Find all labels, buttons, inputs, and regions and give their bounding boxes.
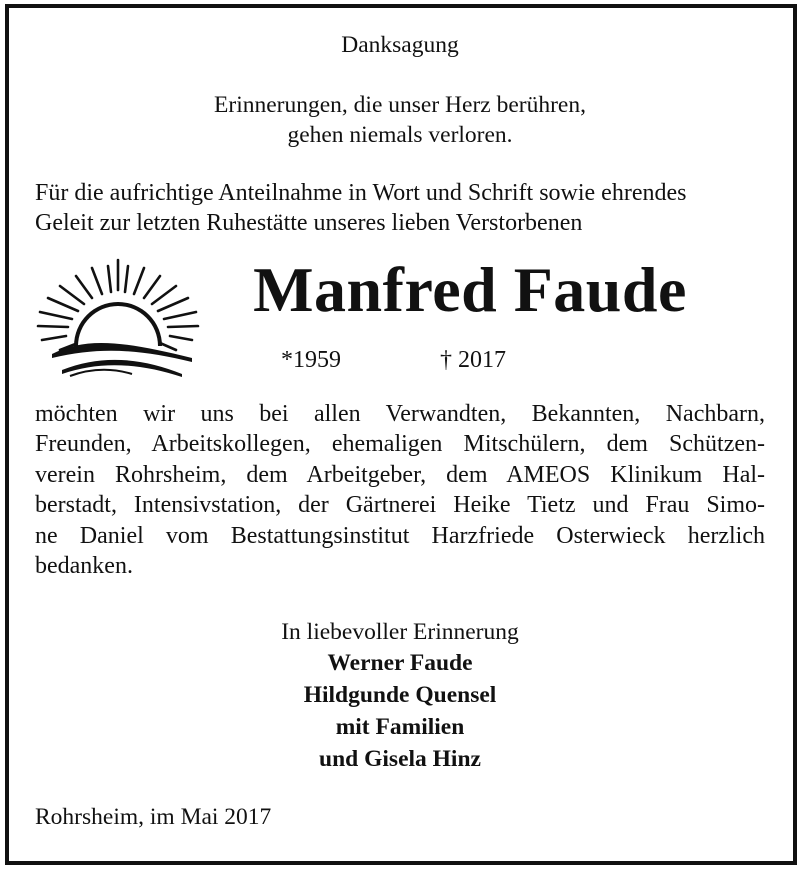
- body-line-1: möchten wir uns bei allen Verwandten, Bekannten, Nachbarn,: [35, 401, 765, 427]
- quote-line-2: gehen niemals verloren.: [287, 122, 513, 148]
- body-line-5: ne Daniel vom Bestattungsinstitut Harzfriede Osterwieck herzlich: [35, 523, 765, 549]
- body-line-3: verein Rohrsheim, dem Arbeitgeber, dem AMEOS Klinikum Hal-: [35, 462, 765, 488]
- intro-line-2: Geleit zur letzten Ruhestätte unseres lieben Verstorbenen: [35, 210, 583, 236]
- mourner-1: Werner Faude: [327, 650, 473, 676]
- mourner-3: mit Familien: [335, 714, 465, 740]
- birth-year: *1959: [281, 347, 341, 373]
- death-year: † 2017: [440, 347, 506, 373]
- place-date: Rohrsheim, im Mai 2017: [35, 804, 272, 830]
- quote-line-1: Erinnerungen, die unser Herz berühren,: [214, 92, 586, 118]
- body-line-4: berstadt, Intensivstation, der Gärtnerei Heike Tietz und Frau Simo-: [35, 492, 765, 518]
- body-line-2: Freunden, Arbeitskollegen, ehemaligen Mitschülern, dem Schützen-: [35, 431, 765, 457]
- notice-heading: Danksagung: [341, 32, 459, 58]
- mourner-4: und Gisela Hinz: [319, 746, 481, 772]
- closing-line: In liebevoller Erinnerung: [281, 619, 519, 645]
- mourner-2: Hildgunde Quensel: [303, 682, 497, 708]
- deceased-name: Manfred Faude: [253, 254, 687, 325]
- intro-line-1: Für die aufrichtige Anteilnahme in Wort und Schrift sowie ehrendes: [35, 180, 687, 206]
- sunrise-over-hills-icon: [32, 254, 202, 384]
- body-line-6: bedanken.: [35, 553, 133, 579]
